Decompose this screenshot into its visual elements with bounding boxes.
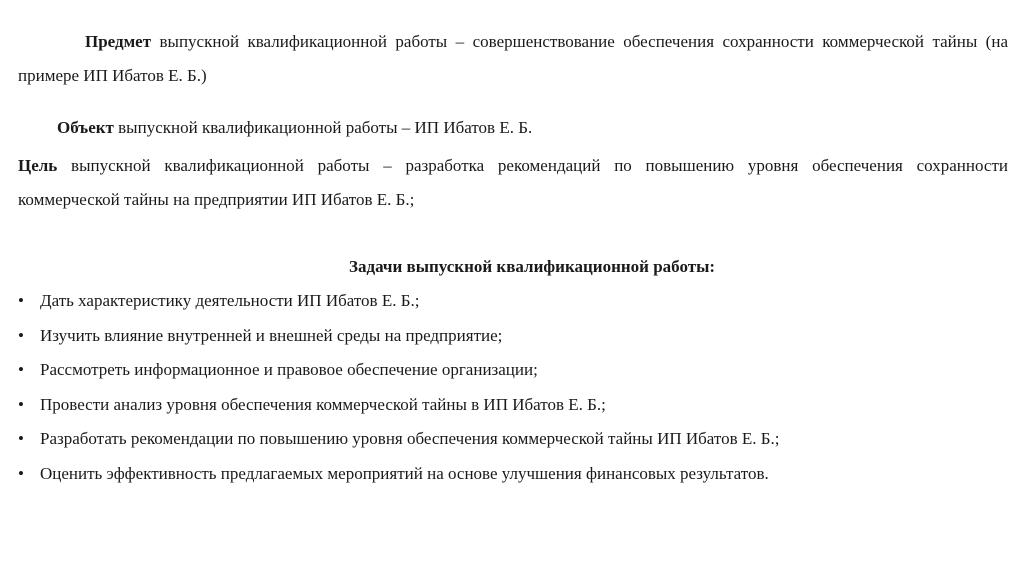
goal-paragraph [18,149,1008,217]
task-text: Оценить эффективность предлагаемых мероприятий на основе улучшения финансовых результатов. [40,463,769,483]
task-text: Рассмотреть информационное и правовое обеспечение организации; [40,360,538,379]
bullet-icon: • [18,360,24,379]
task-text: Провести анализ уровня обеспечения коммерческой тайны в ИП Ибатов Е. Б.; [40,394,606,414]
task-item [18,388,1008,423]
task-list [18,284,1008,491]
bullet-icon: • [18,394,24,414]
subject-label: Предмет [85,32,152,51]
object-label: Объект [57,118,114,137]
bullet-icon: • [18,325,24,345]
task-item [18,284,1008,319]
bullet-icon: • [18,291,24,310]
subject-paragraph [18,25,1008,93]
tasks-heading: Задачи выпускной квалификационной работы: [349,257,715,276]
bullet-icon: • [18,463,24,483]
task-item [18,457,1008,492]
goal-label: Цель [18,156,58,175]
task-text: Разработать рекомендации по повышению уровня обеспечения коммерческой тайны ИП Ибатов Е. Б.; [40,429,780,448]
object-text: выпускной квалификационной работы – ИП Ибатов Е. Б. [113,118,533,137]
task-text: Изучить влияние внутренней и внешней среды на предприятие; [40,325,503,345]
task-text: Дать характеристику деятельности ИП Ибатов Е. Б.; [40,291,420,310]
task-item [18,353,1008,388]
bullet-icon: • [18,429,24,448]
task-item [18,319,1008,354]
object-paragraph [57,111,1007,145]
subject-text: выпускной квалификационной работы – совершенствование обеспечения сохранности коммерческой тайны (на примере ИП Ибатов Е. Б.) [18,32,1008,85]
task-item [18,422,1008,457]
goal-text: выпускной квалификационной работы – разработка рекомендаций по повышению уровня обеспечения сохранности коммерческой тайны на предприятии ИП Ибатов Е. Б.; [18,156,1008,209]
